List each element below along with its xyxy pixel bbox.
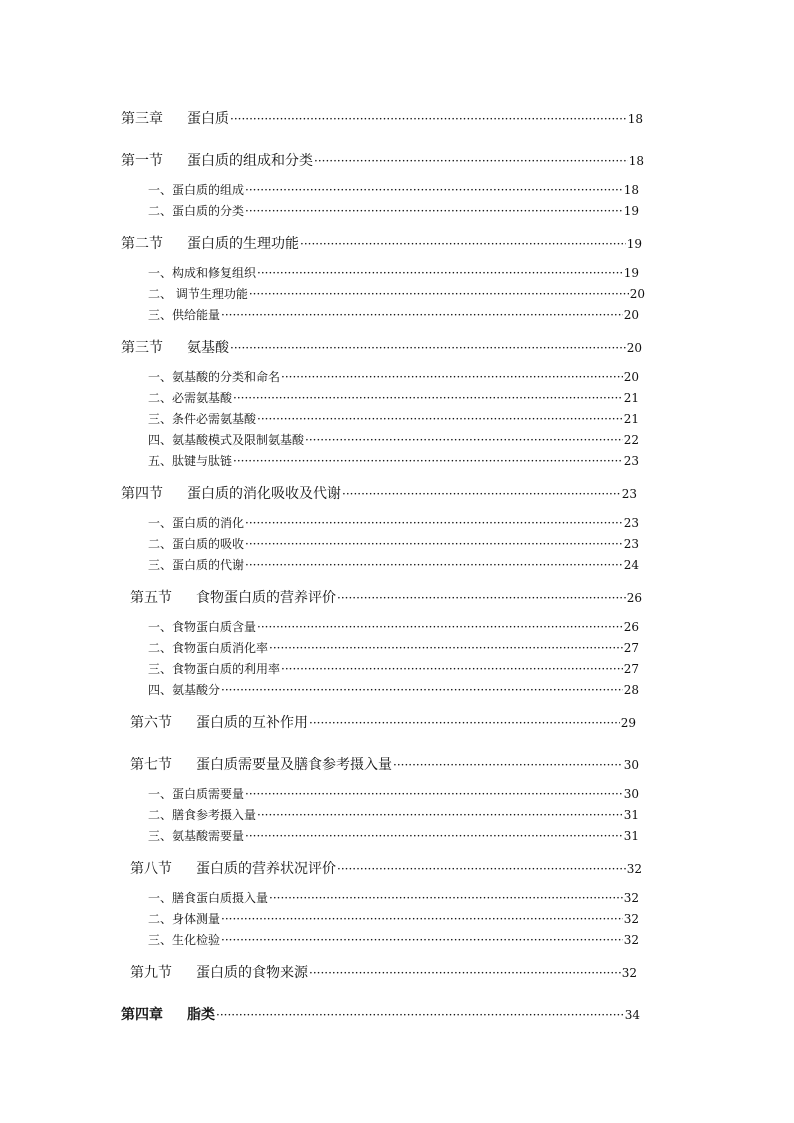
- toc-page-number: 23: [623, 537, 639, 551]
- toc-leader-dots: [216, 1007, 624, 1023]
- toc-leader-dots: [342, 486, 621, 502]
- toc-title: 二、必需氨基酸: [148, 391, 233, 405]
- toc-item[interactable]: [148, 660, 639, 677]
- toc-leader-dots: [245, 204, 623, 218]
- toc-title: 第六节 蛋白质的互补作用: [130, 715, 308, 731]
- toc-title: 一、蛋白质的组成: [148, 183, 245, 197]
- toc-page-number: 19: [623, 266, 639, 280]
- toc-item[interactable]: [148, 827, 639, 844]
- toc-page-number: 18: [623, 183, 639, 197]
- toc-page-number: 20: [623, 370, 639, 384]
- toc-section-3[interactable]: [121, 337, 642, 357]
- toc-leader-dots: [257, 266, 623, 280]
- toc-page-number: 23: [623, 516, 639, 530]
- toc-section-9[interactable]: [130, 962, 637, 982]
- toc-leader-dots: [221, 683, 623, 697]
- toc-title: 第四节 蛋白质的消化吸收及代谢: [121, 486, 341, 502]
- toc-leader-dots: [337, 590, 626, 606]
- toc-leader-dots: [221, 308, 623, 322]
- toc-item[interactable]: [148, 931, 639, 948]
- toc-title: 一、食物蛋白质含量: [148, 620, 257, 634]
- toc-item[interactable]: [148, 389, 639, 406]
- toc-leader-dots: [233, 454, 623, 468]
- toc-section-5[interactable]: [130, 587, 642, 607]
- toc-page-number: 20: [629, 287, 645, 301]
- toc-page-number: 21: [623, 412, 639, 426]
- toc-title: 二、膳食参考摄入量: [148, 808, 257, 822]
- toc-leader-dots: [257, 808, 623, 822]
- toc-page-number: 32: [623, 912, 639, 926]
- toc-item[interactable]: [148, 514, 639, 531]
- toc-title: 第九节 蛋白质的食物来源: [130, 965, 308, 981]
- toc-item[interactable]: [148, 910, 639, 927]
- toc-title: 三、供给能量: [148, 308, 221, 322]
- toc-leader-dots: [245, 829, 623, 843]
- toc-section-4[interactable]: [121, 483, 637, 503]
- toc-item[interactable]: [148, 785, 639, 802]
- toc-title: 三、条件必需氨基酸: [148, 412, 257, 426]
- toc-leader-dots: [300, 236, 626, 252]
- toc-page-number: 28: [623, 683, 639, 697]
- toc-page-number: 27: [623, 662, 639, 676]
- toc-chapter-4[interactable]: [121, 1004, 640, 1024]
- toc-title: 第二节 蛋白质的生理功能: [121, 236, 299, 252]
- toc-leader-dots: [249, 287, 629, 301]
- toc-title: 第四章 脂类: [121, 1007, 215, 1023]
- toc-item[interactable]: [148, 681, 639, 698]
- toc-leader-dots: [245, 516, 623, 530]
- toc-title: 一、氨基酸的分类和命名: [148, 370, 281, 384]
- toc-title: 二、身体测量: [148, 912, 221, 926]
- toc-title: 第五节 食物蛋白质的营养评价: [130, 590, 336, 606]
- toc-item[interactable]: [148, 202, 639, 219]
- toc-title: 二、蛋白质的分类: [148, 204, 245, 218]
- toc-page-number: 26: [626, 591, 642, 605]
- toc-page-number: 20: [623, 308, 639, 322]
- toc-page-number: 26: [623, 620, 639, 634]
- toc-page-number: 30: [623, 787, 639, 801]
- toc-page-number: 22: [623, 433, 639, 447]
- toc-page-number: 19: [623, 204, 639, 218]
- toc-leader-dots: [305, 433, 623, 447]
- toc-leader-dots: [393, 757, 623, 773]
- toc-page-number: 31: [623, 808, 639, 822]
- toc-leader-dots: [309, 965, 621, 981]
- toc-leader-dots: [269, 891, 623, 905]
- toc-item[interactable]: [148, 889, 639, 906]
- toc-item[interactable]: [148, 806, 639, 823]
- toc-leader-dots: [257, 620, 623, 634]
- toc-leader-dots: [245, 558, 623, 572]
- toc-leader-dots: [314, 153, 628, 169]
- toc-title: 四、氨基酸模式及限制氨基酸: [148, 433, 305, 447]
- toc-title: 一、蛋白质需要量: [148, 787, 245, 801]
- toc-title: 四、氨基酸分: [148, 683, 221, 697]
- toc-title: 三、食物蛋白质的利用率: [148, 662, 281, 676]
- toc-page-number: 23: [621, 487, 637, 501]
- toc-title: 第八节 蛋白质的营养状况评价: [130, 861, 336, 877]
- toc-title: 第三节 氨基酸: [121, 340, 229, 356]
- toc-title: 第一节 蛋白质的组成和分类: [121, 153, 313, 169]
- toc-title: 第七节 蛋白质需要量及膳食参考摄入量: [130, 757, 392, 773]
- toc-title: 五、肽键与肽链: [148, 454, 233, 468]
- toc-item[interactable]: [148, 181, 639, 198]
- toc-title: 三、氨基酸需要量: [148, 829, 245, 843]
- toc-page-number: 30: [623, 758, 639, 772]
- toc-page-number: 34: [624, 1008, 640, 1022]
- toc-leader-dots: [245, 537, 623, 551]
- toc-title: 二、 调节生理功能: [148, 287, 248, 301]
- toc-leader-dots: [309, 715, 620, 731]
- toc-leader-dots: [257, 412, 623, 426]
- toc-title: 三、生化检验: [148, 933, 221, 947]
- toc-item[interactable]: [148, 535, 639, 552]
- toc-leader-dots: [269, 641, 623, 655]
- toc-title: 二、蛋白质的吸收: [148, 537, 245, 551]
- toc-item[interactable]: [148, 264, 639, 281]
- toc-page-number: 18: [627, 112, 643, 126]
- toc-title: 一、蛋白质的消化: [148, 516, 245, 530]
- toc-page-number: 32: [623, 891, 639, 905]
- toc-leader-dots: [230, 111, 627, 127]
- toc-title: 第三章 蛋白质: [121, 111, 229, 127]
- toc-section-2[interactable]: [121, 233, 642, 253]
- toc-leader-dots: [233, 391, 623, 405]
- toc-page-number: 29: [620, 716, 636, 730]
- toc-leader-dots: [245, 787, 623, 801]
- toc-leader-dots: [281, 662, 623, 676]
- toc-page-number: 31: [623, 829, 639, 843]
- toc-page-number: 32: [623, 933, 639, 947]
- toc-leader-dots: [281, 370, 623, 384]
- toc-item[interactable]: [148, 639, 639, 656]
- toc-title: 三、蛋白质的代谢: [148, 558, 245, 572]
- toc-item[interactable]: [148, 556, 639, 573]
- toc-leader-dots: [245, 183, 623, 197]
- toc-page-number: 24: [623, 558, 639, 572]
- toc-page-number: 20: [626, 341, 642, 355]
- toc-page-number: 19: [626, 237, 642, 251]
- toc-item[interactable]: [148, 431, 639, 448]
- toc-section-1[interactable]: [121, 150, 644, 170]
- toc-item[interactable]: [148, 618, 639, 635]
- toc-title: 二、食物蛋白质消化率: [148, 641, 269, 655]
- toc-title: 一、膳食蛋白质摄入量: [148, 891, 269, 905]
- toc-leader-dots: [337, 861, 626, 877]
- toc-page-number: 27: [623, 641, 639, 655]
- toc-leader-dots: [230, 340, 626, 356]
- toc-item[interactable]: [148, 452, 639, 469]
- toc-item[interactable]: [148, 368, 639, 385]
- toc-leader-dots: [221, 912, 623, 926]
- toc-leader-dots: [221, 933, 623, 947]
- toc-section-8[interactable]: [130, 858, 642, 878]
- toc-page-number: 21: [623, 391, 639, 405]
- toc-item[interactable]: [148, 306, 639, 323]
- toc-page-number: 32: [621, 966, 637, 980]
- toc-page-number: 18: [628, 154, 644, 168]
- toc-title: 一、构成和修复组织: [148, 266, 257, 280]
- toc-section-6[interactable]: [130, 712, 636, 732]
- toc-page-number: 23: [623, 454, 639, 468]
- toc-chapter-3[interactable]: [121, 108, 643, 128]
- toc-section-7[interactable]: [130, 754, 639, 774]
- toc-item[interactable]: [148, 410, 639, 427]
- toc-page-number: 32: [626, 862, 642, 876]
- toc-item[interactable]: [148, 285, 645, 302]
